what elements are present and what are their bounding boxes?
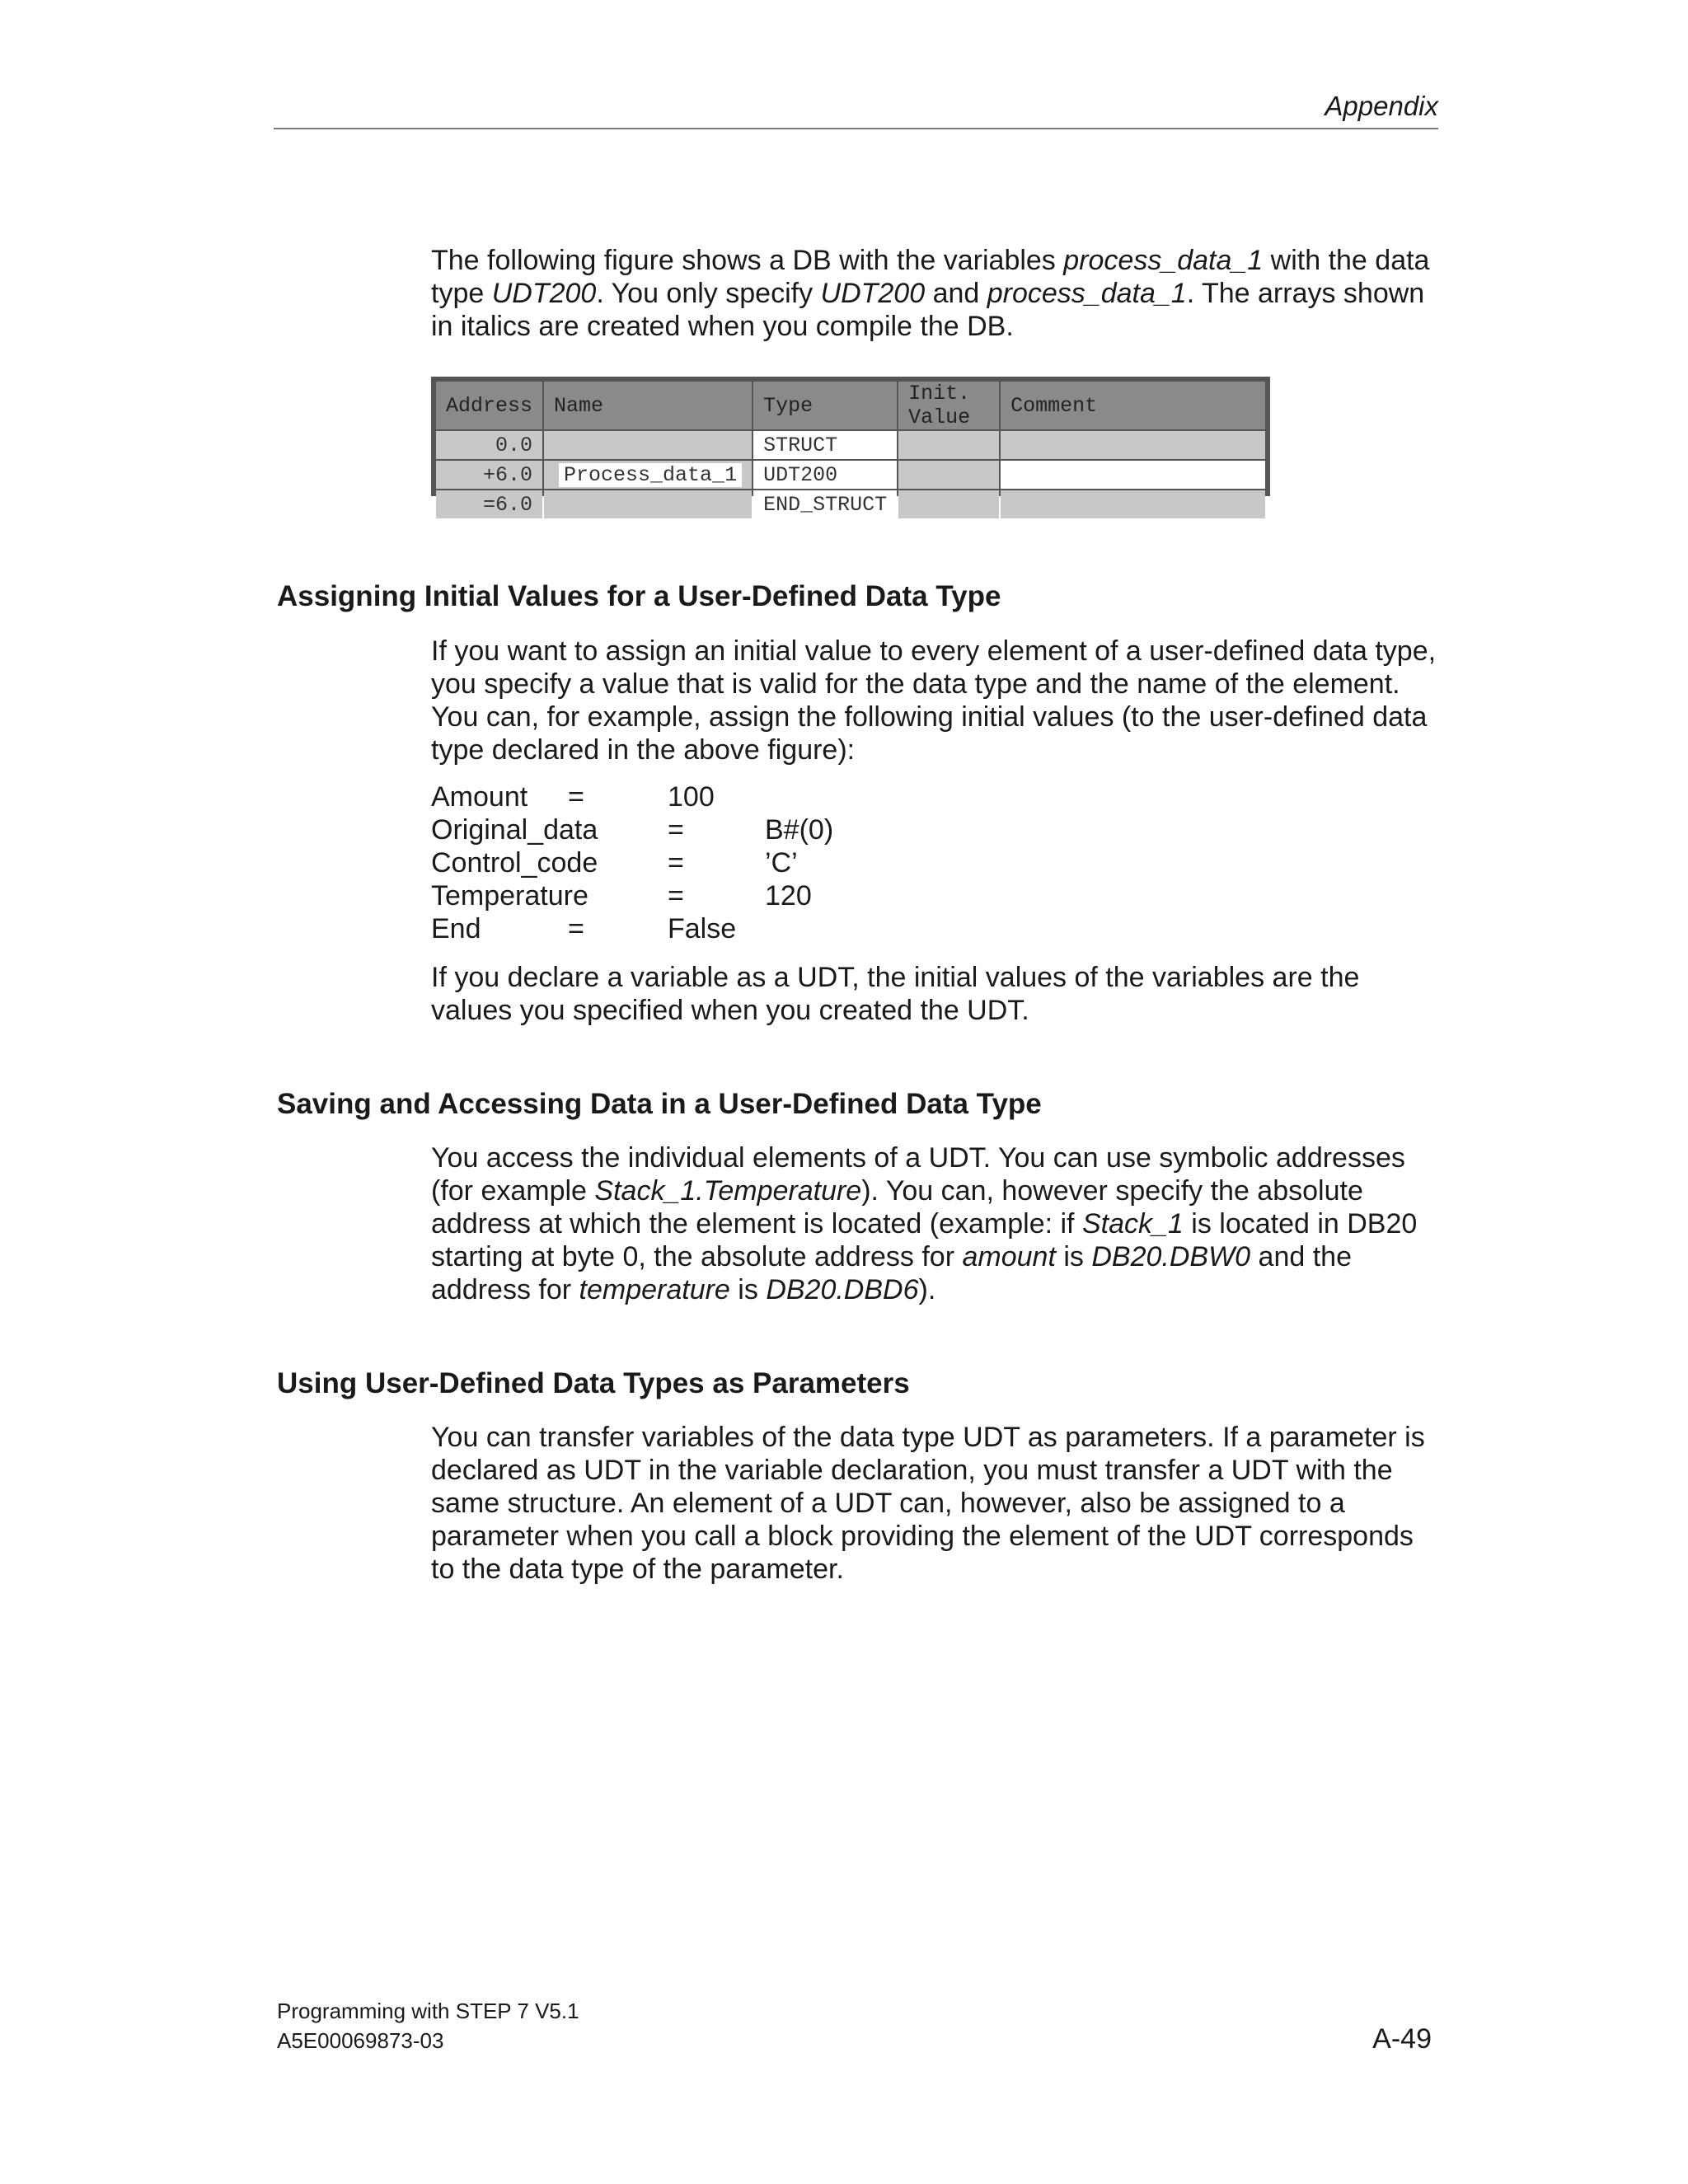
access-text-6: is (729, 1274, 767, 1305)
section-heading-parameters: Using User-Defined Data Types as Parameters (277, 1367, 910, 1399)
access-text-1: You access the individual elements of a UDT. You can use symbolic addresses (for example (431, 1142, 1405, 1207)
intro-text-2: with the data type (431, 245, 1430, 309)
intro-text-1: The following figure shows a DB with the variables (431, 245, 1064, 276)
initial-values-paragraph: If you want to assign an initial value to every element of a user-defined data type, you specify a value that is valid for the data type and the name of the element. You can, for example, assign the following initial values (to the user-defined data type declared in the above figure): (431, 635, 1437, 766)
intro-text-5: . The arrays shown in italics are created when you compile the DB. (431, 278, 1425, 342)
access-italic-6: DB20.DBD6 (766, 1274, 919, 1305)
cell-type: UDT200 (753, 461, 897, 489)
footer-title: Programming with STEP 7 V5.1 (277, 1999, 579, 2023)
cell-type: END_STRUCT (753, 490, 897, 518)
db-declaration-table (431, 377, 1270, 517)
saving-accessing-paragraph (431, 1141, 1441, 1306)
cell-init-value (898, 490, 999, 518)
header-rule (274, 128, 1438, 129)
access-text-4: is (1055, 1241, 1092, 1272)
value-equals: = (668, 880, 684, 912)
intro-italic-2: UDT200 (491, 278, 597, 309)
value-value: False (668, 913, 737, 944)
value-name: End (431, 913, 481, 944)
udt-initial-values-paragraph: If you declare a variable as a UDT, the initial values of the variables are the values you specified when you created the UDT. (431, 962, 1360, 1026)
footer-doc-number: A5E00069873-03 (277, 2028, 444, 2053)
page-number: A-49 (1372, 2023, 1432, 2055)
cell-address: +6.0 (436, 461, 542, 489)
cell-init-value (898, 461, 999, 489)
access-text-3: is located in DB20 starting at byte 0, the absolute address for (431, 1208, 1418, 1272)
value-equals: = (568, 913, 584, 944)
column-header-address: Address (436, 382, 542, 429)
intro-italic-4: process_data_1 (987, 278, 1187, 309)
intro-italic-1: process_data_1 (1063, 245, 1264, 276)
value-name: Temperature (431, 880, 588, 912)
column-header-name: Name (544, 382, 752, 429)
access-italic-3: amount (962, 1241, 1056, 1272)
value-value: B#(0) (765, 814, 834, 846)
intro-text-3: . You only specify (596, 278, 821, 309)
value-name: Original_data (431, 814, 598, 846)
access-text-5: and the address for (431, 1241, 1352, 1305)
column-header-init-value: Init. Value (898, 382, 999, 429)
value-value: ’C’ (765, 847, 798, 879)
header-title: Appendix (1325, 91, 1438, 121)
cell-name-value: Process_data_1 (559, 463, 742, 487)
cell-comment (1001, 431, 1265, 459)
column-header-type: Type (753, 382, 897, 429)
cell-init-value (898, 431, 999, 459)
parameters-paragraph: You can transfer variables of the data type UDT as parameters. If a parameter is declared as UDT in the variable declaration, you must transfer a UDT with the same structure. An element of a UDT can, however, also be assigned to a parameter when you call a block providing the element of the UDT corresponds to the data type of the parameter. (431, 1422, 1425, 1585)
cell-address: =6.0 (436, 490, 542, 518)
cell-comment (1001, 461, 1265, 489)
cell-type: STRUCT (753, 431, 897, 459)
table-row (436, 490, 1265, 518)
access-italic-1: Stack_1.Temperature (594, 1175, 862, 1207)
cell-comment (1001, 490, 1265, 518)
intro-paragraph (431, 244, 1441, 343)
table-header-row (436, 382, 1265, 429)
cell-address: 0.0 (436, 431, 542, 459)
table-row (436, 461, 1265, 489)
access-italic-4: DB20.DBW0 (1091, 1241, 1251, 1272)
section-heading-saving-accessing: Saving and Accessing Data in a User-Defined Data Type (277, 1088, 1042, 1120)
value-equals: = (668, 814, 684, 846)
value-equals: = (668, 847, 684, 879)
footer-document-info (277, 1996, 579, 2055)
value-value: 100 (668, 781, 715, 813)
value-value: 120 (765, 880, 812, 912)
access-italic-2: Stack_1 (1081, 1208, 1184, 1240)
section-heading-initial-values: Assigning Initial Values for a User-Defined Data Type (277, 580, 1001, 612)
value-name: Amount (431, 781, 528, 813)
cell-name (544, 490, 752, 518)
access-italic-5: temperature (579, 1274, 730, 1305)
table-row (436, 431, 1265, 459)
intro-italic-3: UDT200 (820, 278, 926, 309)
cell-name (544, 431, 752, 459)
value-equals: = (568, 781, 584, 813)
value-name: Control_code (431, 847, 598, 879)
column-header-comment: Comment (1001, 382, 1265, 429)
access-text-7: ). (918, 1274, 936, 1305)
cell-name (544, 461, 752, 489)
access-text-2: ). You can, however specify the absolute address at which the element is located (example: if (431, 1175, 1363, 1240)
intro-text-4: and (925, 278, 987, 309)
